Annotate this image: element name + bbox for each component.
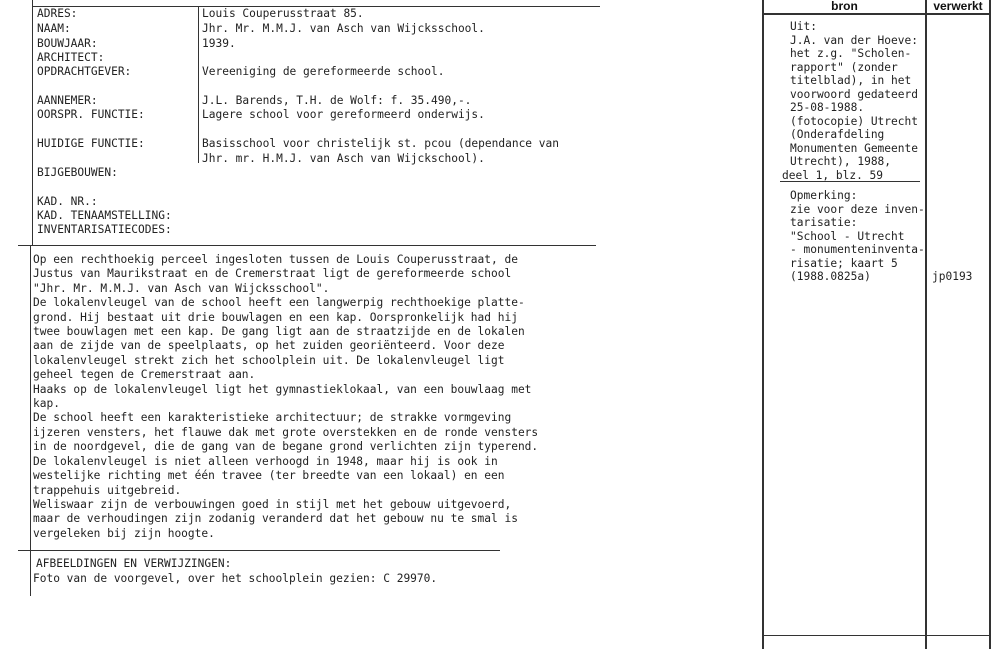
opmerking-line: tarisatie: — [790, 216, 858, 229]
value-oorspr-functie: Lagere school voor gereformeerd onderwijs. — [202, 108, 485, 121]
opmerking-line: "School - Utrecht — [790, 229, 905, 243]
description-line: aan de zijde van de speelplaats, op het zuiden georiënteerd. Voor deze — [33, 339, 505, 353]
description-line: De lokalenvleugel van de school heeft een langwerpig rechthoekige platte- — [33, 296, 525, 310]
bron-text — [782, 20, 918, 182]
description-line: De school heeft een karakteristieke architectuur; de strakke vormgeving — [33, 411, 512, 425]
value-naam: Jhr. Mr. M.M.J. van Asch van Wijcksschool. — [202, 22, 485, 35]
description-line: westelijke richting met één travee (ter breedte van een lokaal) en een — [33, 469, 505, 483]
para-left-rule — [30, 246, 31, 541]
description-line: lokalenvleugel strekt zich het schoolplein uit. De lokalenvleugel ligt — [33, 353, 505, 367]
verwerkt-code: jp0193 — [932, 270, 973, 283]
bron-line: rapport" (zonder — [790, 60, 898, 74]
bron-line: deel 1, blz. 59 — [782, 168, 884, 182]
description-line: Justus van Maurikstraat en de Cremerstraat ligt de gereformeerde school — [33, 267, 512, 281]
bron-line: J.A. van der Hoeve: — [790, 33, 918, 47]
left-margin-rule — [32, 0, 33, 245]
figures-heading: AFBEELDINGEN EN VERWIJZINGEN: — [36, 557, 232, 570]
side-left-rule — [762, 0, 764, 649]
side-mid-rule — [925, 0, 927, 649]
description-line: grond. Hij bestaat uit drie bouwlagen en een kap. Oorspronkelijk had hij — [33, 310, 518, 324]
side-header-rule — [762, 13, 991, 15]
side-right-rule — [989, 0, 991, 649]
opmerking-text — [790, 189, 925, 284]
bron-line: Monumenten Gemeente — [790, 141, 918, 155]
description-line: Op een rechthoekig perceel ingesloten tussen de Louis Couperusstraat, de — [33, 253, 518, 266]
opmerking-line: - monumenteninventa- — [790, 243, 925, 256]
opmerking-line: Opmerking: — [790, 189, 858, 202]
label-oorspr-functie: OORSPR. FUNCTIE: — [37, 108, 145, 121]
bron-line: (Onderafdeling — [790, 128, 885, 141]
value-aannemer: J.L. Barends, T.H. de Wolf: f. 35.490,-. — [202, 94, 472, 107]
value-huidige-functie: Basisschool voor christelijk st. pcou (dependance van — [202, 137, 559, 150]
label-divider — [198, 6, 199, 163]
label-opdrachtgever: OPDRACHTGEVER: — [37, 65, 132, 78]
description-line: in de noordgevel, die de gang van de begane grond verlichten zijn typerend. — [33, 440, 539, 454]
description-line: vergeleken bij zijn hoogte. — [33, 526, 215, 540]
label-bijgebouwen: BIJGEBOUWEN: — [37, 166, 118, 179]
description-line: Weliswaar zijn de verbouwingen goed in stijl met het gebouw uitgevoerd, — [33, 497, 512, 511]
description-line: Haaks op de lokalenvleugel ligt het gymnastieklokaal, van een bouwlaag met — [33, 382, 532, 396]
label-architect: ARCHITECT: — [37, 51, 105, 64]
bron-line: titelblad), in het — [790, 74, 912, 87]
description-line: De lokalenvleugel is niet alleen verhoogd in 1948, maar hij is ook in — [33, 454, 498, 468]
bron-line: (fotocopie) Utrecht — [790, 114, 918, 128]
description-line: kap. — [33, 397, 60, 411]
bron-line: het z.g. "Scholen- — [790, 47, 912, 60]
figures-left-rule — [30, 541, 31, 596]
opmerking-line: (1988.0825a) — [790, 270, 871, 283]
description-line: trappehuis uitgebreid. — [33, 483, 182, 497]
bron-header: bron — [831, 0, 858, 13]
bron-line: 25-08-1988. — [790, 101, 865, 114]
verwerkt-header: verwerkt — [933, 0, 983, 13]
opmerking-line: risatie; kaart 5 — [790, 256, 898, 270]
opmerking-line: zie voor deze inven- — [790, 202, 925, 216]
figures-text: Foto van de voorgevel, over het schoolplein gezien: C 29970. — [33, 572, 438, 585]
value-huidige-functie-cont: Jhr. mr. H.M.J. van Asch van Wijckschool). — [202, 152, 485, 165]
bron-line: voorwoord gedateerd — [790, 87, 918, 101]
description-line: maar de verhoudingen zijn zodanig veranderd dat het gebouw nu te smal is — [33, 512, 518, 526]
label-kad-nr: KAD. NR.: — [37, 195, 98, 208]
description-line: ijzeren vensters, het flauwe dak met grote overstekken en de ronde vensters — [33, 425, 539, 439]
label-inventarisatiecodes: INVENTARISATIECODES: — [37, 223, 172, 236]
description-line: "Jhr. Mr. M.M.J. van Asch van Wijcksschool". — [33, 281, 330, 295]
label-naam: NAAM: — [37, 22, 71, 35]
bron-line: Uit: — [790, 20, 817, 33]
section-rule-2 — [18, 550, 500, 551]
label-huidige-functie: HUIDIGE FUNCTIE: — [37, 137, 145, 150]
description-line: twee bouwlagen met een kap. De gang ligt aan de straatzijde en de lokalen — [33, 325, 525, 339]
label-kad-tenaamstelling: KAD. TENAAMSTELLING: — [37, 209, 172, 222]
side-bottom-rule — [762, 635, 991, 636]
value-bouwjaar: 1939. — [202, 37, 236, 50]
description-line: geheel tegen de Cremerstraat aan. — [33, 368, 256, 382]
label-adres: ADRES: — [37, 7, 78, 20]
description-text — [33, 253, 593, 541]
label-aannemer: AANNEMER: — [37, 94, 98, 107]
bron-line: Utrecht), 1988, — [790, 155, 892, 168]
label-bouwjaar: BOUWJAAR: — [37, 37, 98, 50]
value-opdrachtgever: Vereeniging de gereformeerde school. — [202, 65, 445, 78]
value-adres: Louis Couperusstraat 85. — [202, 7, 364, 20]
section-rule-1 — [18, 245, 596, 246]
